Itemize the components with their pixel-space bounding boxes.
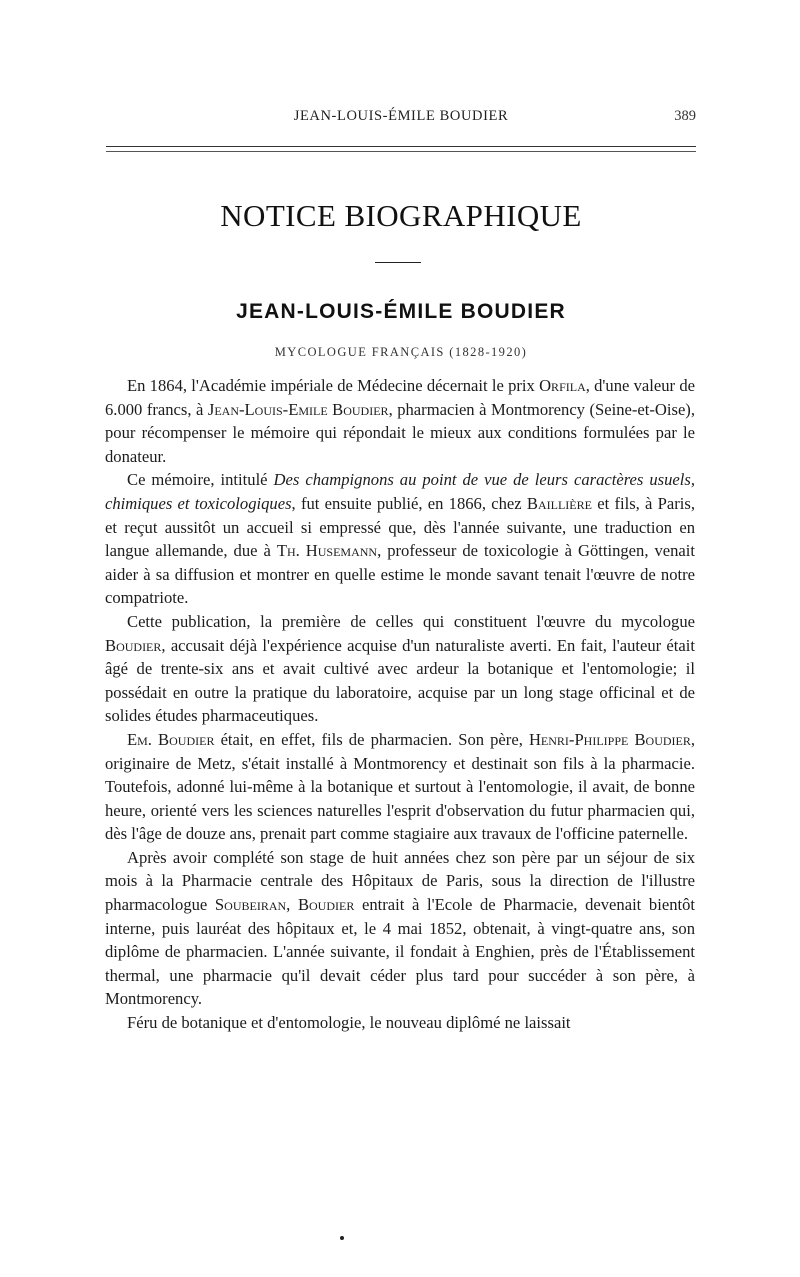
text-run: et fils, à Paris, et reçut aussitôt un accueil si empressé que, dès l'année suivante, une traduction en langue allemande, due à	[105, 493, 696, 561]
person-name: Jean-Louis-Emile Boudier	[207, 399, 389, 419]
paragraph	[105, 1011, 695, 1035]
text-run: , originaire de Metz, s'était installé à Montmorency et destinait son fils à la pharmacie. Toutefois, adonné lui-même à la botanique et surtout à l'entomologie, il avait, de bonne heure, orienté vers les sciences naturelles l'esprit d'observation du futur pharmacien qui, dès l'âge de douze ans, prenait part comme stagiaire aux travaux de l'officine paternelle.	[105, 729, 696, 844]
paragraph	[105, 610, 695, 728]
subject-name: JEAN-LOUIS-ÉMILE BOUDIER	[236, 300, 566, 323]
text-run: En 1864, l'Académie impériale de Médecine décernait le prix	[127, 376, 540, 395]
text-run: , pharmacien à Montmorency (Seine-et-Oise), pour récompenser le mémoire qui répondait le mieux aux conditions formulées par le donateur.	[105, 399, 695, 466]
text-run: Ce mémoire, intitulé	[127, 470, 274, 490]
header-rule-thin	[106, 151, 696, 152]
paragraph	[105, 728, 695, 846]
text-run: entrait à l'Ecole de Pharmacie, devenait bientôt interne, puis lauréat des hôpitaux et, le 4 mai 1852, obtenait, à vingt-quatre ans, son diplôme de pharmacien. L'année suivante, il fondait à Enghien, près de l'Établissement thermal, une pharmacie qu'il devait céder plus tard pour succéder à son père, à Montmorency.	[105, 895, 696, 1009]
person-name: Soubeiran	[214, 895, 287, 915]
paragraph	[105, 468, 695, 610]
running-header	[106, 108, 696, 130]
paragraph	[105, 374, 695, 468]
text-run: , accusait déjà l'expérience acquise d'un naturaliste averti. En fait, l'auteur était âgé de trente-six ans et avait cultivé avec ardeur la botanique et l'entomologie; il possédait en outre la pratique du laboratoire, acquise par un long stage officinal et de solides études pharmaceutiques.	[105, 635, 695, 726]
text-run: Cette publication, la première de celles qui constituent l'œuvre du mycologue	[127, 611, 695, 631]
text-run: , professeur de toxicologie à Göttingen, venait aider à sa diffusion et montrer en quelle estime le monde savant tenait l'œuvre de notre compatriote.	[105, 541, 696, 608]
footer-mark	[340, 1236, 344, 1240]
book-title: Des champignons au point de vue de leurs caractères usuels, chimiques et toxicologiques	[105, 470, 696, 513]
text-run: Féru de botanique et d'entomologie, le nouveau diplômé ne laissait	[127, 1013, 571, 1033]
person-name: Orfila	[539, 376, 586, 395]
page-title: NOTICE BIOGRAPHIQUE	[220, 198, 582, 233]
person-name: Boudier	[105, 635, 162, 655]
person-name: Baillière	[526, 493, 592, 513]
title-divider	[375, 262, 421, 263]
person-name: Th. Husemann	[276, 541, 378, 561]
article-body	[105, 374, 695, 1035]
text-run: ,	[286, 895, 298, 915]
person-name: Boudier	[297, 895, 355, 915]
text-run: Après avoir complété son stage de huit années chez son père par un séjour de six mois à la Pharmacie centrale des Hôpitaux de Paris, sous la direction de l'illustre pharmacologue	[105, 847, 695, 915]
header-rule-thick	[106, 146, 696, 147]
paragraph	[105, 846, 695, 1011]
person-name: Em. Boudier	[127, 729, 215, 749]
text-run: , d'une valeur de 6.000 francs, à	[105, 376, 695, 419]
page-number: 389	[674, 108, 696, 124]
running-title: JEAN-LOUIS-ÉMILE BOUDIER	[293, 108, 509, 124]
subject-role: MYCOLOGUE FRANÇAIS (1828-1920)	[274, 345, 528, 359]
text-run: , fut ensuite publié, en 1866, chez	[291, 493, 527, 513]
text-run: était, en effet, fils de pharmacien. Son père,	[214, 729, 529, 749]
person-name: Henri-Philippe Boudier	[528, 729, 691, 749]
